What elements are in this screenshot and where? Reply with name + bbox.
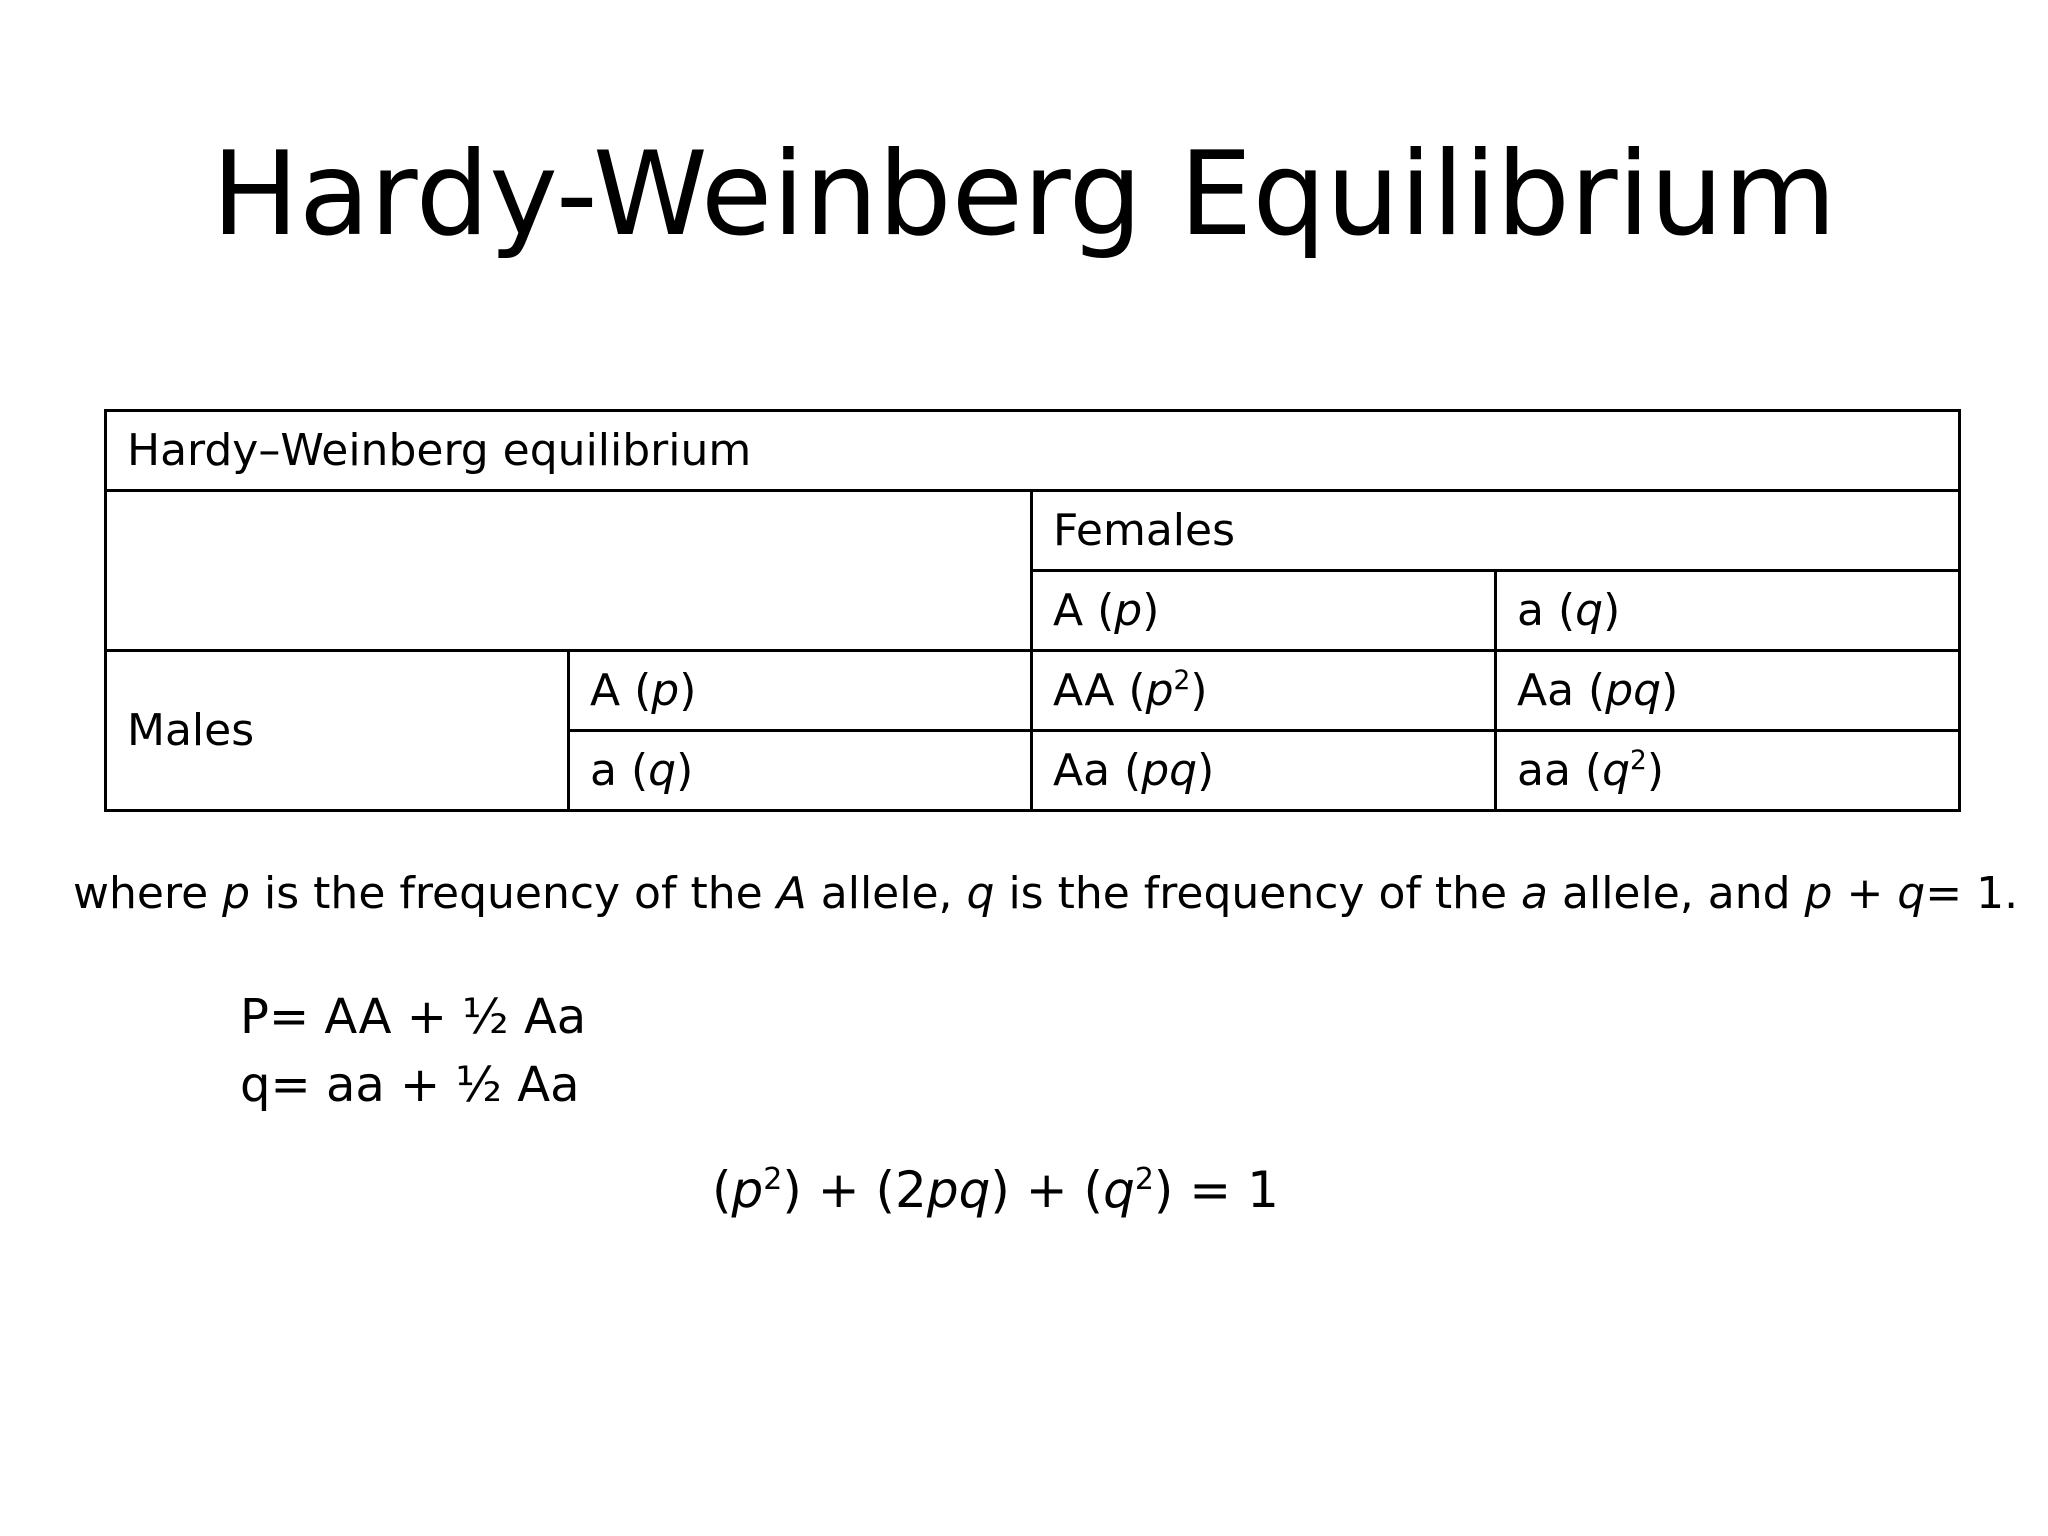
hardy-weinberg-equation: $(p^2) + (2pq) + (q^2) = 1$ — [712, 1161, 1279, 1219]
females-header: Females — [1032, 491, 1960, 571]
row-header-A: A (p) — [569, 651, 1032, 731]
p-definition: P= AA + ½ Aa — [240, 989, 587, 1045]
allele-frequency-definitions — [240, 983, 586, 1119]
cell-AA: AA $(p^2)$ — [1032, 651, 1496, 731]
hardy-weinberg-table — [104, 409, 1961, 812]
table-caption-row — [106, 411, 1960, 491]
table-caption: Hardy–Weinberg equilibrium — [106, 411, 1960, 491]
cell-Aa-bottom: Aa (pq) — [1032, 731, 1496, 811]
males-header: Males — [106, 651, 569, 811]
col-header-a: a (q) — [1496, 571, 1960, 651]
table-header-row — [106, 491, 1960, 571]
cell-aa: aa $(q^2)$ — [1496, 731, 1960, 811]
q-definition: q= aa + ½ Aa — [240, 1057, 580, 1113]
empty-corner-cell — [106, 491, 1032, 651]
col-header-A: A (p) — [1032, 571, 1496, 651]
cell-Aa-top: Aa (pq) — [1496, 651, 1960, 731]
table-footnote: where p is the frequency of the A allele, q is the frequency of the a allele, and p + q= 1. — [73, 868, 2019, 919]
slide-title: Hardy-Weinberg Equilibrium — [211, 127, 1837, 262]
table-row — [106, 651, 1960, 731]
row-header-a: a (q) — [569, 731, 1032, 811]
